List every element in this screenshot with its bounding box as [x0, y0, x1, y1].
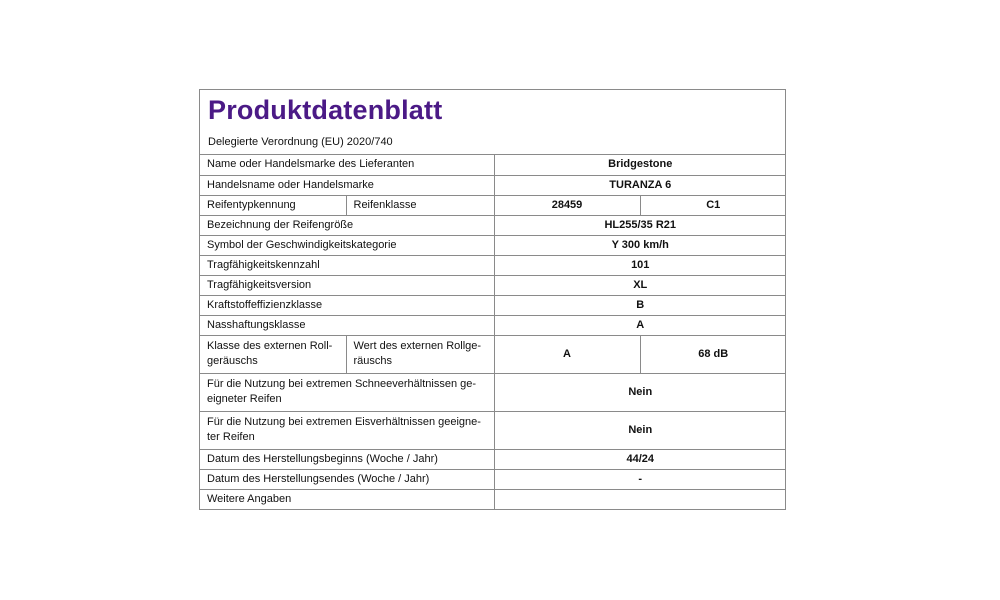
- noise-value-label-line2: räuschs: [353, 355, 393, 367]
- production-end-label: Datum des Herstellungsendes (Woche / Jahr): [200, 469, 494, 489]
- snow-value: Nein: [494, 373, 786, 411]
- noise-value-label-line1: Wert des externen Rollge-: [353, 340, 482, 352]
- noise-class-label: [200, 335, 346, 373]
- table-row: [200, 315, 786, 335]
- table-row: [200, 175, 786, 195]
- speed-value: Y 300 km/h: [494, 235, 786, 255]
- tyre-class-label: Reifenklasse: [346, 195, 494, 215]
- table-row: [200, 275, 786, 295]
- noise-class-label-line2: geräuschs: [207, 355, 258, 367]
- noise-db-value: 68 dB: [640, 335, 786, 373]
- ice-label-line2: ter Reifen: [207, 431, 255, 443]
- ice-label-line1: Für die Nutzung bei extremen Eisverhältnissen geeigne-: [207, 416, 481, 428]
- tyre-class-value: C1: [640, 195, 786, 215]
- noise-class-value: A: [494, 335, 640, 373]
- production-start-value: 44/24: [494, 449, 786, 469]
- table-row: [200, 155, 786, 175]
- table-row: [200, 215, 786, 235]
- trade-name-label: Handelsname oder Handelsmarke: [200, 175, 494, 195]
- fuel-efficiency-value: B: [494, 295, 786, 315]
- regulation-reference: Delegierte Verordnung (EU) 2020/740: [208, 136, 393, 148]
- noise-value-label: [346, 335, 494, 373]
- ice-label: [200, 411, 494, 449]
- sheet-header: [200, 90, 785, 155]
- table-row: [200, 295, 786, 315]
- product-data-sheet: [199, 89, 786, 510]
- wet-grip-value: A: [494, 315, 786, 335]
- table-row: [200, 449, 786, 469]
- type-id-label: Reifentypkennung: [200, 195, 346, 215]
- size-label: Bezeichnung der Reifengröße: [200, 215, 494, 235]
- snow-label: [200, 373, 494, 411]
- load-index-label: Tragfähigkeitskennzahl: [200, 255, 494, 275]
- load-version-label: Tragfähigkeitsversion: [200, 275, 494, 295]
- product-data-table: [200, 155, 786, 509]
- table-row: [200, 335, 786, 373]
- load-version-value: XL: [494, 275, 786, 295]
- ice-value: Nein: [494, 411, 786, 449]
- supplier-value: Bridgestone: [494, 155, 786, 175]
- fuel-efficiency-label: Kraftstoffeffizienzklasse: [200, 295, 494, 315]
- wet-grip-label: Nasshaftungsklasse: [200, 315, 494, 335]
- noise-class-label-line1: Klasse des externen Roll-: [207, 340, 333, 352]
- load-index-value: 101: [494, 255, 786, 275]
- table-row: [200, 489, 786, 509]
- table-row: [200, 469, 786, 489]
- further-info-label: Weitere Angaben: [200, 489, 494, 509]
- table-row: [200, 411, 786, 449]
- snow-label-line2: eigneter Reifen: [207, 393, 282, 405]
- size-value: HL255/35 R21: [494, 215, 786, 235]
- type-id-value: 28459: [494, 195, 640, 215]
- table-row: [200, 255, 786, 275]
- production-end-value: -: [494, 469, 786, 489]
- snow-label-line1: Für die Nutzung bei extremen Schneeverhältnissen ge-: [207, 378, 477, 390]
- table-row: [200, 195, 786, 215]
- table-row: [200, 235, 786, 255]
- table-row: [200, 373, 786, 411]
- production-start-label: Datum des Herstellungsbeginns (Woche / Jahr): [200, 449, 494, 469]
- supplier-label: Name oder Handelsmarke des Lieferanten: [200, 155, 494, 175]
- speed-label: Symbol der Geschwindigkeitskategorie: [200, 235, 494, 255]
- page-title: Produktdatenblatt: [208, 95, 443, 125]
- further-info-value: [494, 489, 786, 509]
- trade-name-value: TURANZA 6: [494, 175, 786, 195]
